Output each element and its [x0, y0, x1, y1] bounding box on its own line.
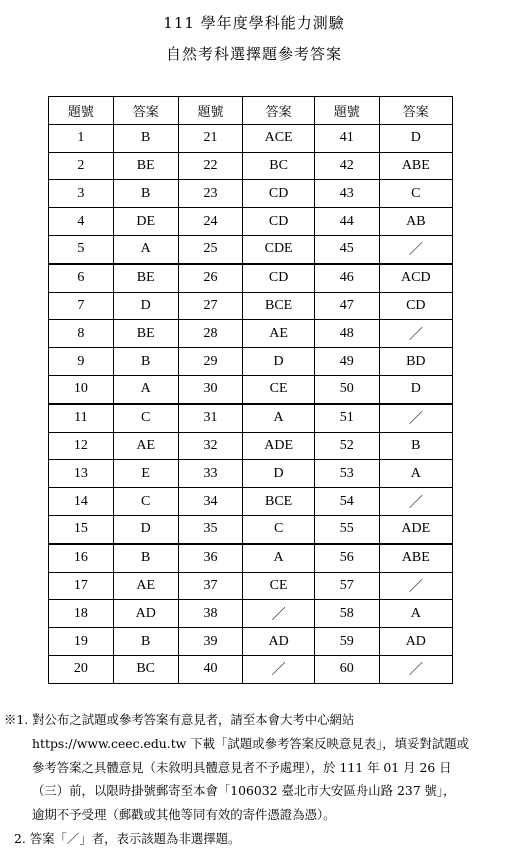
- question-number-cell: 17: [49, 572, 114, 600]
- question-number-cell: 30: [178, 375, 243, 403]
- question-number-cell: 55: [314, 515, 379, 543]
- answer-cell: D: [113, 292, 178, 320]
- note-1-line-4: （三）前，以限時掛號郵寄至本會「106032 臺北市大安區舟山路 237 號」，: [32, 783, 456, 799]
- answer-cell: D: [243, 348, 314, 376]
- table-header-row: [49, 97, 453, 125]
- answer-table-body: [49, 124, 453, 683]
- answer-cell: CE: [243, 375, 314, 403]
- question-number-cell: 13: [49, 460, 114, 488]
- answer-cell: A: [243, 544, 314, 572]
- question-number-cell: 58: [314, 600, 379, 628]
- note-2: 2. 答案「／」者，表示該題為非選擇題。: [14, 830, 241, 846]
- question-number-cell: 11: [49, 404, 114, 432]
- question-number-cell: 20: [49, 655, 114, 683]
- answer-cell: AD: [113, 600, 178, 628]
- question-number-cell: 41: [314, 124, 379, 152]
- note-1-line-5: 逾期不予受理（郵戳或其他等同有效的寄件憑證為憑）。: [32, 807, 336, 823]
- answer-cell: D: [243, 460, 314, 488]
- answer-cell: AE: [113, 432, 178, 460]
- answer-cell: B: [113, 628, 178, 656]
- answer-cell: AD: [379, 628, 452, 656]
- question-number-cell: 50: [314, 375, 379, 403]
- question-number-cell: 52: [314, 432, 379, 460]
- question-number-cell: 51: [314, 404, 379, 432]
- question-number-cell: 38: [178, 600, 243, 628]
- question-number-cell: 16: [49, 544, 114, 572]
- answer-cell: C: [379, 180, 452, 208]
- answer-cell: BE: [113, 320, 178, 348]
- answer-cell: D: [379, 375, 452, 403]
- header-question-number: 題號: [314, 97, 379, 125]
- question-number-cell: 59: [314, 628, 379, 656]
- answer-cell: DE: [113, 208, 178, 236]
- question-number-cell: 56: [314, 544, 379, 572]
- question-number-cell: 1: [49, 124, 114, 152]
- answer-cell: A: [379, 600, 452, 628]
- answer-cell: BCE: [243, 488, 314, 516]
- question-number-cell: 4: [49, 208, 114, 236]
- answer-cell: CD: [243, 180, 314, 208]
- answer-cell: AE: [113, 572, 178, 600]
- table-row: [49, 292, 453, 320]
- answer-cell: ACE: [243, 124, 314, 152]
- question-number-cell: 53: [314, 460, 379, 488]
- answer-cell: C: [113, 488, 178, 516]
- question-number-cell: 54: [314, 488, 379, 516]
- answer-cell: CD: [243, 208, 314, 236]
- table-row: [49, 488, 453, 516]
- question-number-cell: 26: [178, 264, 243, 292]
- question-number-cell: 9: [49, 348, 114, 376]
- answer-cell: ／: [379, 404, 452, 432]
- table-row: [49, 264, 453, 292]
- answer-cell: B: [113, 124, 178, 152]
- table-row: [49, 655, 453, 683]
- question-number-cell: 21: [178, 124, 243, 152]
- header-question-number: 題號: [178, 97, 243, 125]
- question-number-cell: 22: [178, 152, 243, 180]
- question-number-cell: 19: [49, 628, 114, 656]
- table-row: [49, 348, 453, 376]
- question-number-cell: 57: [314, 572, 379, 600]
- answer-cell: AD: [243, 628, 314, 656]
- question-number-cell: 33: [178, 460, 243, 488]
- table-row: [49, 152, 453, 180]
- question-number-cell: 48: [314, 320, 379, 348]
- answer-cell: C: [113, 404, 178, 432]
- table-row: [49, 208, 453, 236]
- table-row: [49, 404, 453, 432]
- page-subtitle: 自然考科選擇題參考答案: [165, 45, 342, 63]
- answer-cell: ABE: [379, 544, 452, 572]
- question-number-cell: 3: [49, 180, 114, 208]
- note-1-line-2: https://www.ceec.edu.tw 下載「試題或參考答案反映意見表」，填妥對試題或: [32, 735, 470, 751]
- answer-cell: A: [243, 404, 314, 432]
- header-question-number: 題號: [49, 97, 114, 125]
- answer-cell: D: [379, 124, 452, 152]
- question-number-cell: 7: [49, 292, 114, 320]
- answer-cell: ／: [379, 235, 452, 263]
- question-number-cell: 27: [178, 292, 243, 320]
- table-row: [49, 600, 453, 628]
- answer-cell: ADE: [379, 515, 452, 543]
- question-number-cell: 12: [49, 432, 114, 460]
- answer-cell: CD: [379, 292, 452, 320]
- answer-table: [48, 96, 453, 684]
- question-number-cell: 28: [178, 320, 243, 348]
- note-1-line-3: 參考答案之具體意見（未敘明具體意見者不予處理），於 111 年 01 月 26 日: [32, 759, 452, 775]
- answer-cell: C: [243, 515, 314, 543]
- answer-cell: BC: [113, 655, 178, 683]
- answer-cell: AB: [379, 208, 452, 236]
- answer-cell: ／: [243, 600, 314, 628]
- table-row: [49, 320, 453, 348]
- table-row: [49, 180, 453, 208]
- question-number-cell: 25: [178, 235, 243, 263]
- answer-cell: CD: [243, 264, 314, 292]
- question-number-cell: 10: [49, 375, 114, 403]
- question-number-cell: 35: [178, 515, 243, 543]
- table-row: [49, 235, 453, 263]
- answer-cell: A: [379, 460, 452, 488]
- question-number-cell: 42: [314, 152, 379, 180]
- answer-cell: CE: [243, 572, 314, 600]
- table-row: [49, 460, 453, 488]
- answer-cell: BC: [243, 152, 314, 180]
- answer-cell: B: [379, 432, 452, 460]
- question-number-cell: 43: [314, 180, 379, 208]
- page-title: 111 學年度學科能力測驗: [163, 14, 345, 32]
- question-number-cell: 49: [314, 348, 379, 376]
- answer-cell: BCE: [243, 292, 314, 320]
- answer-cell: ／: [379, 572, 452, 600]
- answer-cell: B: [113, 544, 178, 572]
- header-answer: 答案: [113, 97, 178, 125]
- question-number-cell: 29: [178, 348, 243, 376]
- question-number-cell: 36: [178, 544, 243, 572]
- question-number-cell: 2: [49, 152, 114, 180]
- question-number-cell: 47: [314, 292, 379, 320]
- question-number-cell: 8: [49, 320, 114, 348]
- answer-cell: D: [113, 515, 178, 543]
- answer-cell: BD: [379, 348, 452, 376]
- header-answer: 答案: [243, 97, 314, 125]
- question-number-cell: 37: [178, 572, 243, 600]
- question-number-cell: 23: [178, 180, 243, 208]
- answer-cell: B: [113, 348, 178, 376]
- note-1-line-1: ※1. 對公布之試題或參考答案有意見者，請至本會大考中心網站: [4, 712, 355, 727]
- answer-cell: B: [113, 180, 178, 208]
- question-number-cell: 60: [314, 655, 379, 683]
- question-number-cell: 15: [49, 515, 114, 543]
- answer-cell: BE: [113, 264, 178, 292]
- answer-cell: ABE: [379, 152, 452, 180]
- question-number-cell: 39: [178, 628, 243, 656]
- answer-cell: BE: [113, 152, 178, 180]
- answer-cell: A: [113, 235, 178, 263]
- answer-cell: ADE: [243, 432, 314, 460]
- table-row: [49, 544, 453, 572]
- table-row: [49, 628, 453, 656]
- question-number-cell: 40: [178, 655, 243, 683]
- table-row: [49, 572, 453, 600]
- answer-cell: CDE: [243, 235, 314, 263]
- table-row: [49, 432, 453, 460]
- answer-cell: ACD: [379, 264, 452, 292]
- header-answer: 答案: [379, 97, 452, 125]
- question-number-cell: 31: [178, 404, 243, 432]
- question-number-cell: 44: [314, 208, 379, 236]
- table-row: [49, 515, 453, 543]
- question-number-cell: 45: [314, 235, 379, 263]
- question-number-cell: 18: [49, 600, 114, 628]
- answer-cell: A: [113, 375, 178, 403]
- answer-cell: ／: [379, 320, 452, 348]
- question-number-cell: 24: [178, 208, 243, 236]
- question-number-cell: 46: [314, 264, 379, 292]
- question-number-cell: 34: [178, 488, 243, 516]
- answer-cell: AE: [243, 320, 314, 348]
- question-number-cell: 14: [49, 488, 114, 516]
- answer-cell: ／: [379, 488, 452, 516]
- question-number-cell: 6: [49, 264, 114, 292]
- notes-section: [4, 708, 504, 851]
- table-row: [49, 124, 453, 152]
- question-number-cell: 32: [178, 432, 243, 460]
- answer-cell: ／: [379, 655, 452, 683]
- table-row: [49, 375, 453, 403]
- question-number-cell: 5: [49, 235, 114, 263]
- answer-cell: ／: [243, 655, 314, 683]
- answer-cell: E: [113, 460, 178, 488]
